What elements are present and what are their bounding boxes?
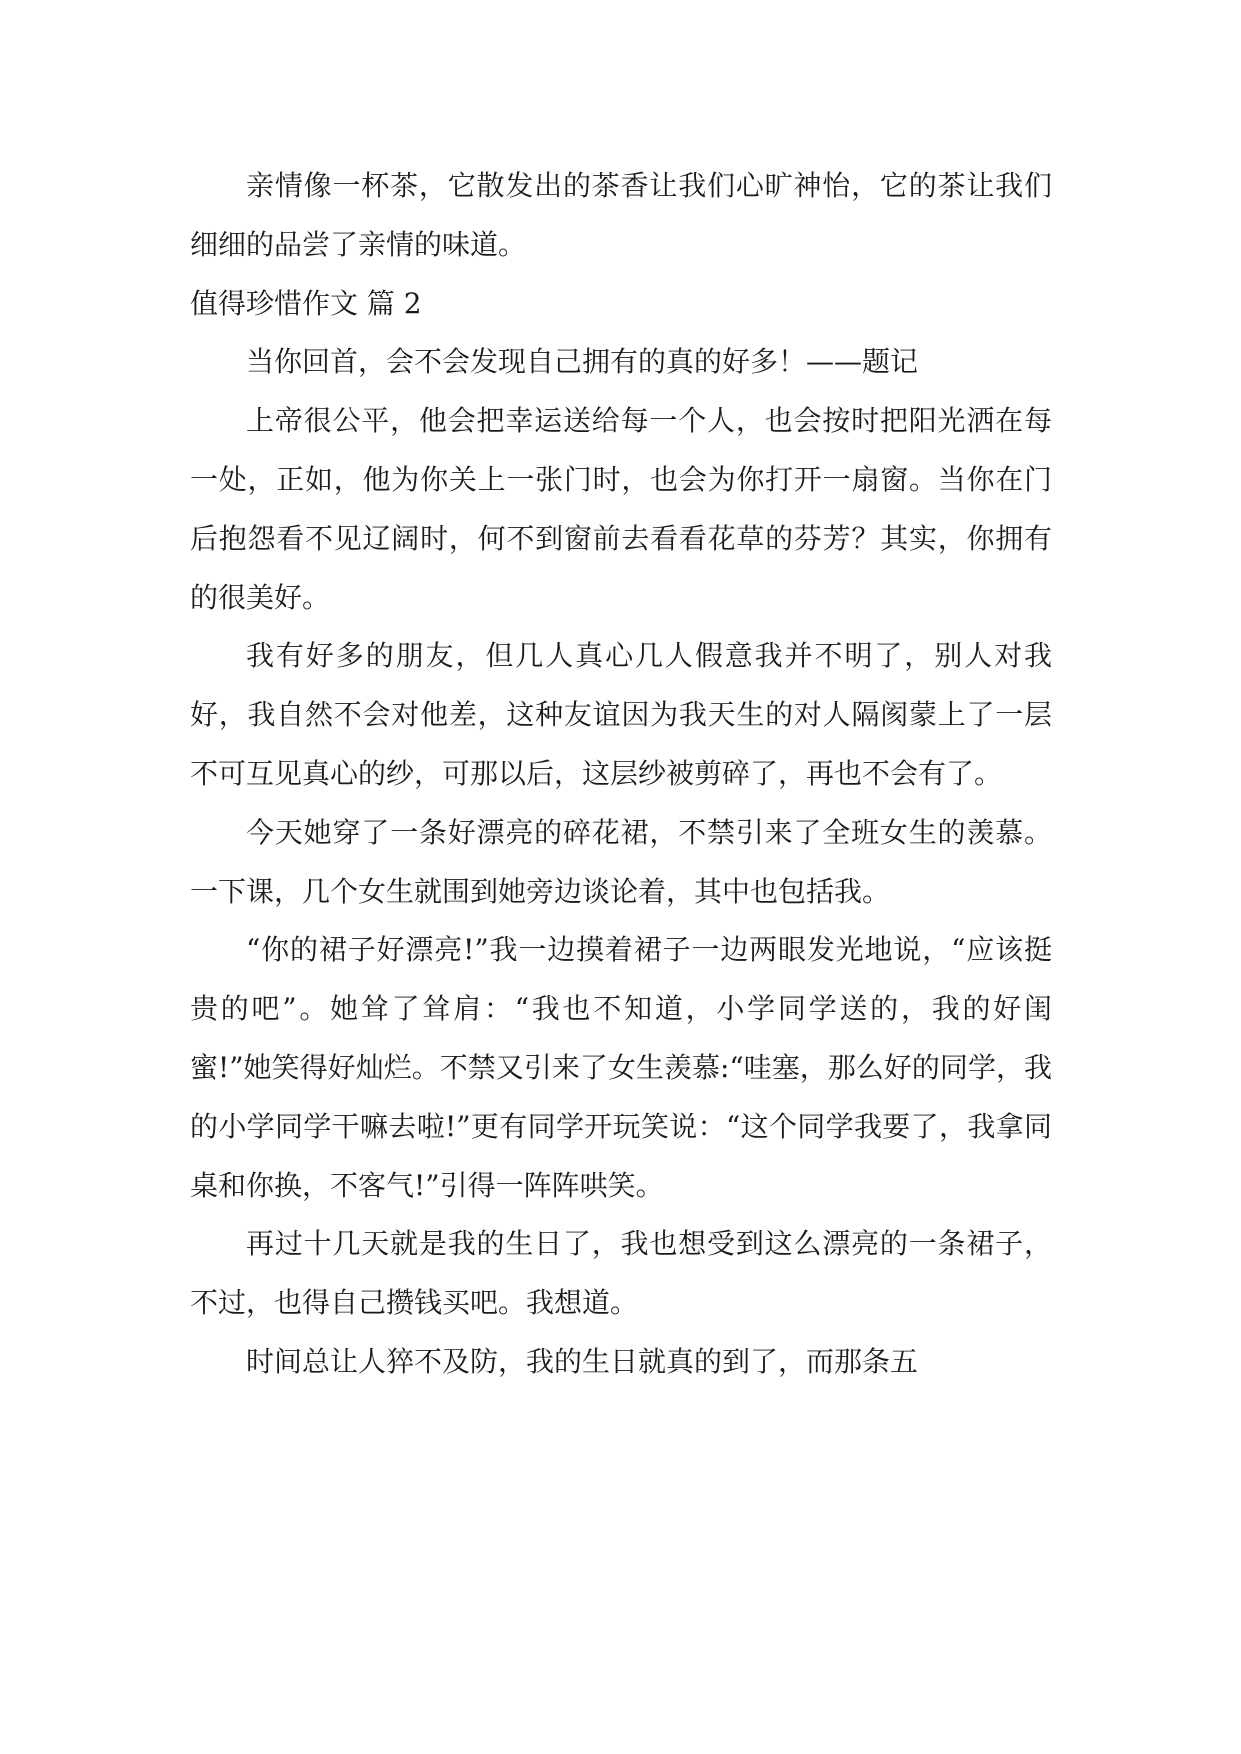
paragraph-intro [190, 157, 1052, 275]
paragraph-text: 今天她穿了一条好漂亮的碎花裙，不禁引来了全班女生的羡慕。一下课，几个女生就围到她旁边谈论着，其中也包括我。 [190, 815, 1052, 908]
paragraph-text: 上帝很公平，他会把幸运送给每一个人，也会按时把阳光洒在每一处，正如，他为你关上一张门时，也会为你打开一扇窗。当你在门后抱怨看不见辽阔时，何不到窗前去看看花草的芬芳？其实，你拥有的很美好。 [190, 404, 1052, 614]
paragraph [190, 627, 1052, 803]
paragraph-text: 再过十几天就是我的生日了，我也想受到这么漂亮的一条裙子，不过，也得自己攒钱买吧。我想道。 [190, 1227, 1052, 1320]
paragraph-text: “你的裙子好漂亮!”我一边摸着裙子一边两眼发光地说，“应该挺贵的吧”。她耸了耸肩：“我也不知道，小学同学送的，我的好闺蜜!”她笑得好灿烂。不禁又引来了女生羡慕:“哇塞，那么好的同学，我的小学同学干嘛去啦!”更有同学开玩笑说：“这个同学我要了，我拿同桌和你换，不客气!”引得一阵阵哄笑。 [190, 933, 1052, 1202]
paragraph-text: 当你回首，会不会发现自己拥有的真的好多！——题记 [246, 345, 919, 379]
section-title-text: 值得珍惜作文 篇 2 [190, 286, 422, 320]
document-body [190, 157, 1052, 1392]
paragraph [190, 804, 1052, 922]
paragraph-text: 我有好多的朋友，但几人真心几人假意我并不明了，别人对我好，我自然不会对他差，这种友谊因为我天生的对人隔阂蒙上了一层不可互见真心的纱，可那以后，这层纱被剪碎了，再也不会有了。 [190, 639, 1052, 790]
section-title [190, 275, 1052, 334]
paragraph-text: 时间总让人猝不及防，我的生日就真的到了，而那条五 [246, 1344, 919, 1378]
paragraph [190, 1215, 1052, 1333]
paragraph-text: 亲情像一杯茶，它散发出的茶香让我们心旷神怡，它的茶让我们细细的品尝了亲情的味道。 [190, 169, 1052, 261]
paragraph [190, 392, 1052, 627]
paragraph [190, 1333, 1052, 1392]
paragraph [190, 921, 1052, 1215]
paragraph-epigraph [190, 333, 1052, 392]
